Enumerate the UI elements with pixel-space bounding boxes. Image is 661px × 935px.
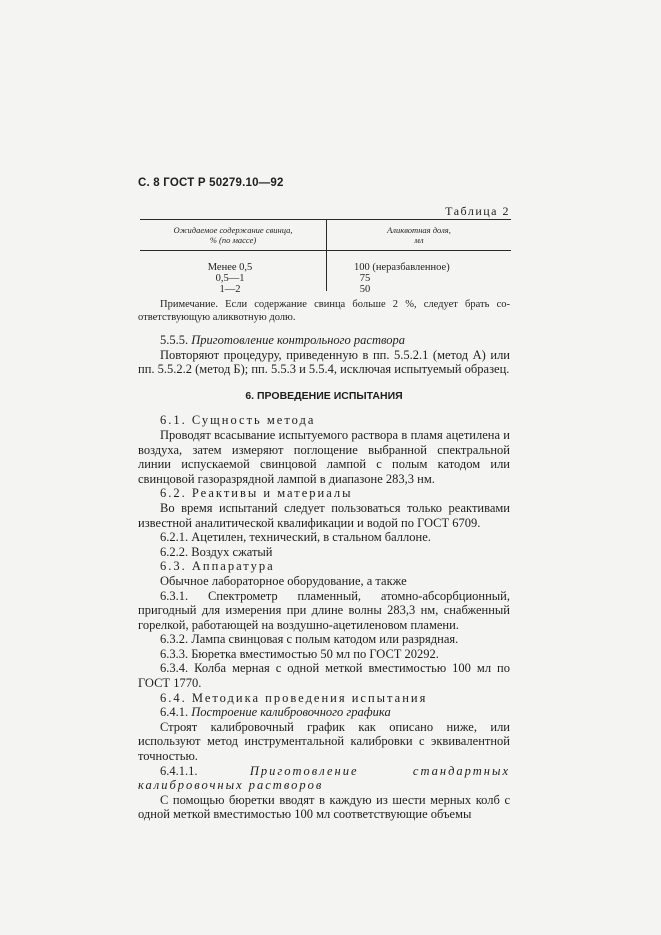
table-note: Примечание. Если содержание свинца больше 2 %, следует брать со-ответствующую аликвотную долю.: [138, 299, 510, 323]
col-header-aliquot: Аликвотная доля, мл: [387, 225, 451, 245]
section-6-3-title: 6.3. Аппаратура: [160, 559, 275, 574]
main-text: [138, 333, 510, 822]
table-cell-aliquot: 75: [359, 273, 371, 284]
section-6-2-title: 6.2. Реактивы и материалы: [160, 486, 353, 501]
section-6-3-4: 6.3.4. Колба мерная с одной меткой вместимостью 100 мл по ГОСТ 1770.: [138, 661, 510, 691]
page-header: С. 8 ГОСТ Р 50279.10—92: [138, 177, 284, 189]
table-cell-content: 1—2: [219, 284, 241, 295]
table-body-divider: [326, 251, 327, 291]
table-cell-aliquot: 100 (неразбавленное): [354, 262, 450, 273]
section-6-2-text: Во время испытаний следует пользоваться только реактивами известной аналитической квалификации и водой по ГОСТ 6709.: [138, 500, 510, 530]
section-6-title: 6. ПРОВЕДЕНИЕ ИСПЫТАНИЯ: [245, 389, 403, 402]
section-6-1-text: Проводят всасывание испытуемого раствора в пламя ацетилена и воздуха, затем измеряют поглощение выбранной спектральной линии испускаемой свинцовой лампой с полым катодом или свинцовой газоразрядной лампой в диапазоне 283,3 нм.: [138, 427, 510, 486]
section-6-3-3: 6.3.3. Бюретка вместимостью 50 мл по ГОСТ 20292.: [160, 646, 439, 661]
section-6-4-1-1-heading: 6.4.1.1. Приготовление стандартных калибровочных растворов: [138, 763, 510, 793]
table-cell-content: Менее 0,5: [207, 262, 253, 273]
section-6-2-1: 6.2.1. Ацетилен, технический, в стальном баллоне.: [160, 530, 431, 545]
section-6-2-2: 6.2.2. Воздух сжатый: [160, 544, 273, 559]
section-6-3-1: 6.3.1. Спектрометр пламенный, атомно-абсорбционный, пригодный для измерения при длине волны 283,3 нм, снабженный горелкой, работающей на воздушно-ацетиленовом пламени.: [138, 588, 510, 632]
section-6-4-1-1-text: С помощью бюретки вводят в каждую из шести мерных колб с одной меткой вместимостью 100 мл соответствующие объемы: [138, 792, 510, 822]
section-6-4-1-text: Строят калибровочный график как описано ниже, или используют метод инструментальной калибровки с эквивалентной точностью.: [138, 719, 510, 764]
section-6-4-1-heading: 6.4.1. Построение калибровочного графика: [160, 705, 391, 720]
section-6-1-title: 6.1. Сущность метода: [160, 413, 316, 428]
col-header-content: Ожидаемое содержание свинца, % (по массе): [173, 225, 293, 245]
table-cell-content: 0,5—1: [215, 273, 245, 284]
table-cell-aliquot: 50: [359, 284, 371, 295]
section-6-4-title: 6.4. Методика проведения испытания: [160, 690, 428, 705]
section-6-3-text: Обычное лабораторное оборудование, а также: [160, 573, 407, 588]
section-5-5-5-text: Повторяют процедуру, приведенную в пп. 5.5.2.1 (метод А) или пп. 5.5.2.2 (метод Б); пп. 5.5.3 и 5.5.4, исключая испытуемый образец.: [138, 347, 510, 377]
table-caption: Таблица 2: [445, 204, 510, 218]
section-6-3-2: 6.3.2. Лампа свинцовая с полым катодом или разрядная.: [160, 632, 459, 647]
section-5-5-5-heading: 5.5.5. Приготовление контрольного раствора: [160, 333, 406, 347]
